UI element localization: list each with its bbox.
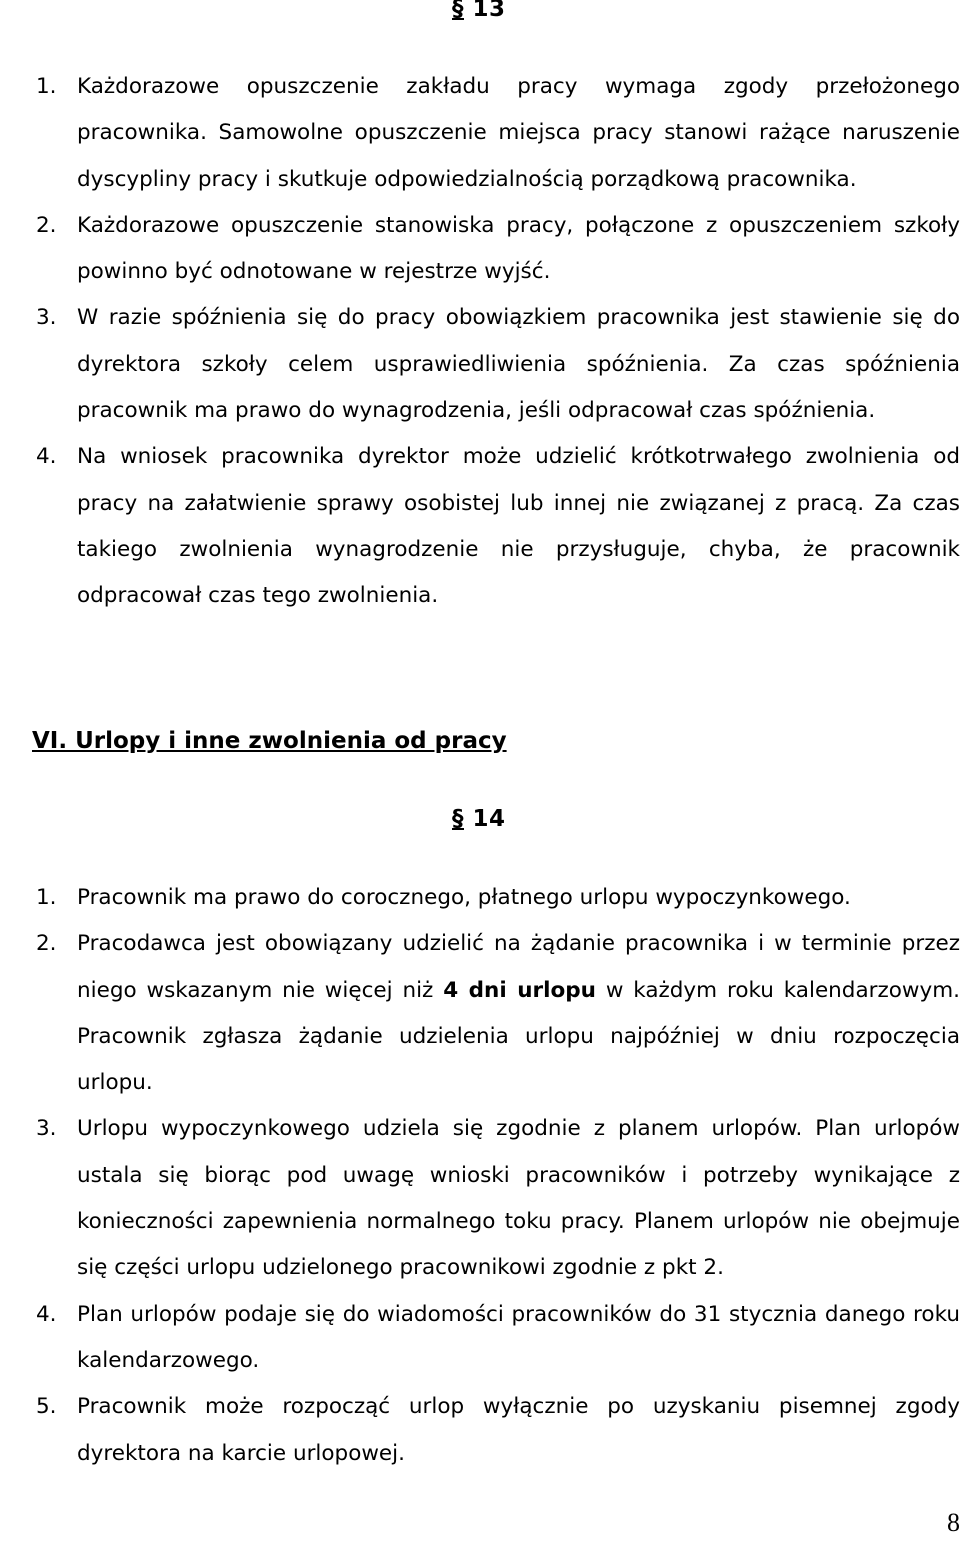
item-text: Na wniosek pracownika dyrektor może udzielić krótkotrwałego zwolnienia od pracy na załatwienie sprawy osobistej lub innej nie związanej z pracą. Za czas takiego zwolnienia wynagrodzenie nie przysługuje, chyba, że pracownik odpracował czas tego zwolnienia.	[77, 444, 960, 609]
section-sign: §	[452, 0, 464, 22]
list-item	[36, 1292, 960, 1385]
item-text-part: Pracodawca jest obowiązany udzielić na żądanie pracownika i w terminie przez niego wskazanym nie więcej niż	[77, 931, 960, 1003]
list-item	[36, 64, 960, 203]
item-number: 1.	[36, 885, 57, 910]
section-14-list	[36, 875, 960, 1477]
chapter-title: VI. Urlopy i inne zwolnienia od pracy	[32, 728, 507, 754]
item-text	[77, 931, 960, 1095]
section-number: 13	[472, 0, 506, 22]
item-number: 5.	[36, 1394, 57, 1420]
list-item	[36, 434, 960, 619]
list-item	[36, 295, 960, 434]
list-item	[36, 203, 960, 296]
item-number: 2.	[36, 931, 57, 957]
section-number: 14	[472, 806, 506, 832]
item-number: 4.	[36, 444, 57, 470]
item-number: 4.	[36, 1301, 57, 1327]
section-14-heading	[452, 806, 506, 832]
item-number: 2.	[36, 212, 57, 238]
item-number: 3.	[36, 1116, 57, 1142]
item-text: Pracownik ma prawo do corocznego, płatnego urlopu wypoczynkowego.	[77, 885, 851, 910]
item-text: Pracownik może rozpocząć urlop wyłącznie po uzyskaniu pisemnej zgody dyrektora na karcie urlopowej.	[77, 1394, 960, 1466]
page-number: 8	[947, 1508, 960, 1537]
item-text: Każdorazowe opuszczenie zakładu pracy wymaga zgody przełożonego pracownika. Samowolne opuszczenie miejsca pracy stanowi rażące naruszenie dyscypliny pracy i skutkuje odpowiedzialnością porządkową pracownika.	[77, 74, 960, 192]
item-number: 3.	[36, 305, 57, 331]
list-item	[36, 1106, 960, 1291]
section-13-heading	[452, 0, 506, 22]
item-text-part: w każdym roku kalendarzowym. Pracownik zgłasza żądanie udzielenia urlopu najpóźniej w dniu rozpoczęcia urlopu.	[77, 977, 960, 1096]
list-item	[36, 921, 960, 1106]
list-item	[36, 875, 960, 921]
item-text-bold: 4 dni urlopu	[443, 977, 596, 1003]
list-item	[36, 1384, 960, 1477]
item-text: Każdorazowe opuszczenie stanowiska pracy, połączone z opuszczeniem szkoły powinno być odnotowane w rejestrze wyjść.	[77, 212, 960, 285]
section-13-list	[36, 64, 960, 620]
item-text: Plan urlopów podaje się do wiadomości pracowników do 31 stycznia danego roku kalendarzowego.	[77, 1301, 960, 1373]
item-text: W razie spóźnienia się do pracy obowiązkiem pracownika jest stawienie się do dyrektora szkoły celem usprawiedliwienia spóźnienia. Za czas spóźnienia pracownik ma prawo do wynagrodzenia, jeśli odpracował czas spóźnienia.	[77, 305, 960, 424]
item-number: 1.	[36, 74, 57, 99]
item-text: Urlopu wypoczynkowego udziela się zgodnie z planem urlopów. Plan urlopów ustala się biorąc pod uwagę wnioski pracowników i potrzeby wynikające z konieczności zapewnienia normalnego toku pracy. Planem urlopów nie obejmuje się części urlopu udzielonego pracownikowi zgodnie z pkt 2.	[77, 1116, 960, 1281]
section-sign: §	[452, 806, 464, 832]
